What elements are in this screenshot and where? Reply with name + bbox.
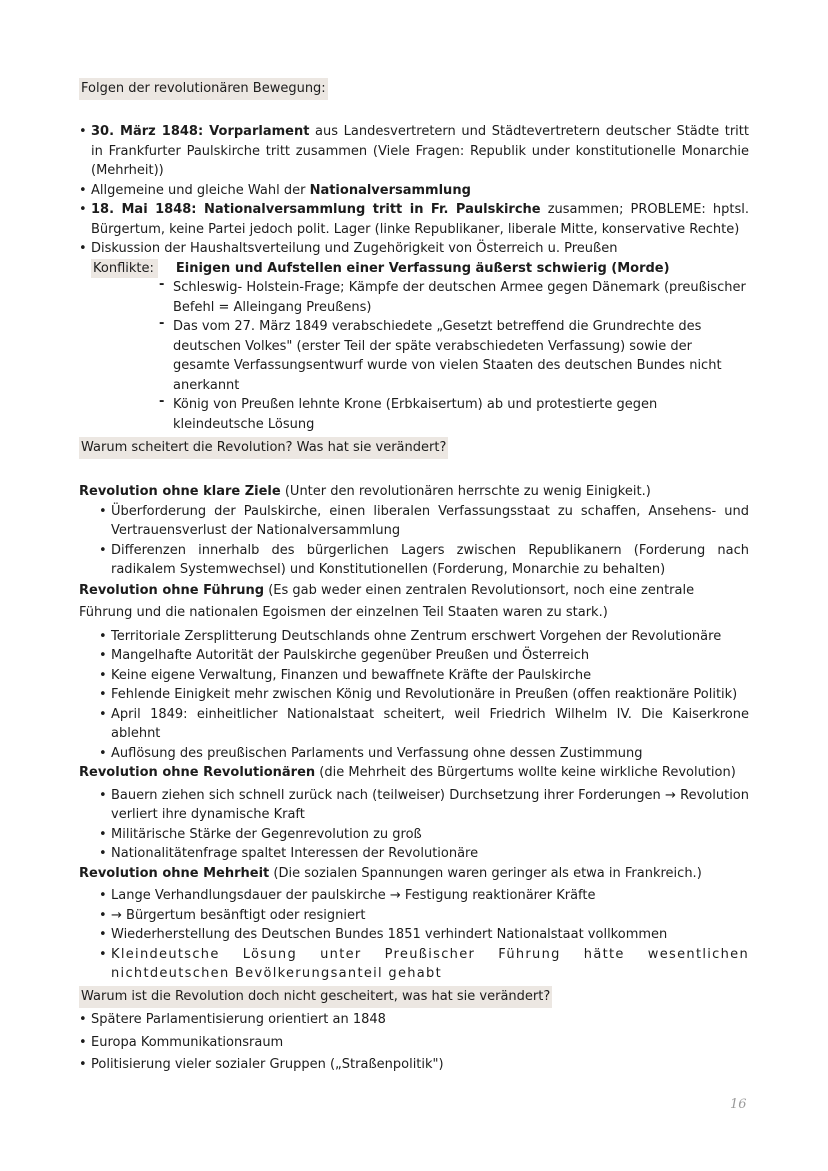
list-item: • Militärische Stärke der Gegenrevolution zu groß [79, 825, 749, 845]
group-title-text: (Die sozialen Spannungen waren geringer als etwa in Frankreich.) [269, 865, 702, 881]
konflikte-row [79, 259, 749, 279]
list-item: • Europa Kommunikationsraum [79, 1033, 749, 1053]
list-item: • Kleindeutsche Lösung unter Preußischer Führung hätte wesentlichen nichtdeutschen Bevölkerungsanteil gehabt [79, 945, 749, 984]
item-text: aus Landesvertretern und Städtevertretern deutscher Städte tritt in Frankfurter Paulskirche tritt zusammen (Viele Fragen: Republik under konstitutionelle Monarchie (Mehrheit)) [91, 124, 749, 178]
item-text: Diskussion der Haushaltsverteilung und Zugehörigkeit von Österreich u. Preußen [91, 241, 618, 256]
list-item: • Wiederherstellung des Deutschen Bundes 1851 verhindert Nationalstaat vollkommen [79, 925, 749, 945]
section-warum-scheitert [79, 437, 749, 459]
bullet-list [79, 1010, 749, 1075]
page-number: 16 [730, 1097, 747, 1112]
list-item: • Territoriale Zersplitterung Deutschlands ohne Zentrum erschwert Vorgehen der Revolutionäre [79, 627, 749, 647]
group-title [79, 763, 749, 783]
list-item: • Differenzen innerhalb des bürgerlichen Lagers zwischen Republikanern (Forderung nach radikalem Systemwechsel) und Konstitutionellen (Forderung, Monarchie zu behalten) [79, 541, 749, 580]
list-item: • Auflösung des preußischen Parlaments und Verfassung ohne dessen Zustimmung [79, 744, 749, 764]
list-item: • Keine eigene Verwaltung, Finanzen und bewaffnete Kräfte der Paulskirche [79, 666, 749, 686]
item-bold-text: Nationalversammlung [309, 182, 471, 198]
list-item: • April 1849: einheitlicher Nationalstaat scheitert, weil Friedrich Wilhelm IV. Die Kaiserkrone ablehnt [79, 705, 749, 744]
group-title [79, 864, 749, 884]
item-text: Allgemeine und gleiche Wahl der [91, 182, 310, 198]
list-item: • Bauern ziehen sich schnell zurück nach (teilweiser) Durchsetzung ihrer Forderungen → Revolution verliert ihre dynamische Kraft [79, 786, 749, 825]
group-title-bold: Revolution ohne Revolutionären [79, 765, 316, 780]
konflikte-label: Konflikte: [91, 259, 158, 279]
bullet-list [79, 502, 749, 580]
list-item: • Überforderung der Paulskirche, einen liberalen Verfassungsstaat zu schaffen, Ansehens- und Vertrauensverlust der Nationalversammlung [79, 502, 749, 541]
list-item: • Spätere Parlamentisierung orientiert an 1848 [79, 1010, 749, 1030]
list-item: - Schleswig- Holstein-Frage; Kämpfe der deutschen Armee gegen Dänemark (preußischer Befehl = Alleingang Preußens) [79, 278, 749, 317]
group-title-bold: Revolution ohne klare Ziele [79, 484, 281, 499]
list-item: • Politisierung vieler sozialer Gruppen („Straßenpolitik") [79, 1055, 749, 1075]
group-title-text: (Unter den revolutionären herrschte zu wenig Einigkeit.) [280, 484, 651, 499]
item-bold-text: 30. März 1848: Vorparlament [91, 124, 310, 139]
konflikte-list [79, 278, 749, 434]
section-heading: Folgen der revolutionären Bewegung: [79, 78, 328, 100]
list-item: • Fehlende Einigkeit mehr zwischen König und Revolutionäre in Preußen (offen reaktionäre Politik) [79, 685, 749, 705]
list-item: • Nationalitätenfrage spaltet Interessen der Revolutionäre [79, 844, 749, 864]
group-title [79, 580, 749, 624]
section-nicht-gescheitert-body [79, 1010, 749, 1078]
section-heading: Warum ist die Revolution doch nicht gescheitert, was hat sie verändert? [79, 986, 552, 1008]
bullet-list [79, 886, 749, 984]
section-nicht-gescheitert [79, 986, 749, 1008]
list-item: • Lange Verhandlungsdauer der paulskirche → Festigung reaktionärer Kräfte [79, 886, 749, 906]
group-title-text: (Es gab weder einen zentralen Revolutionsort, noch eine zentrale Führung und die nationalen Egoismen der einzelnen Teil Staaten waren zu stark.) [79, 582, 695, 620]
bullet-list [79, 786, 749, 864]
section-heading: Warum scheitert die Revolution? Was hat sie verändert? [79, 437, 448, 459]
group-title [79, 482, 749, 502]
bullet-list [79, 627, 749, 764]
group-title-bold: Revolution ohne Mehrheit [79, 865, 270, 881]
list-item: • Mangelhafte Autorität der Paulskirche gegenüber Preußen und Österreich [79, 646, 749, 666]
list-item [79, 181, 749, 201]
list-item [79, 200, 749, 239]
list-item: - König von Preußen lehnte Krone (Erbkaisertum) ab und protestierte gegen kleindeutsche Lösung [79, 395, 749, 434]
item-bold-text: 18. Mai 1848: Nationalversammlung tritt in Fr. Paulskirche [91, 202, 541, 217]
section-folgen-body [79, 122, 749, 434]
list-item [79, 239, 749, 259]
list-item: - Das vom 27. März 1849 verabschiedete „Gesetzt betreffend die Grundrechte des deutschen Volkes" (erster Teil der späte verabschiedeten Verfassung) sowie der gesamte Verfassungsentwurf wurde von vielen Staaten des deutschen Bundes nicht anerkannt [79, 317, 749, 395]
group-title-bold: Revolution ohne Führung [79, 582, 265, 598]
list-item [79, 122, 749, 181]
group-title-text: (die Mehrheit des Bürgertums wollte keine wirkliche Revolution) [315, 765, 736, 780]
section-warum-scheitert-body [79, 482, 749, 984]
list-item: • → Bürgertum besänftigt oder resigniert [79, 906, 749, 926]
item-text: zusammen; PROBLEME: hptsl. Bürgertum, keine Partei jedoch polit. Lager (linke Republikaner, liberale Mitte, konservative Rechte) [91, 202, 749, 237]
section-folgen [79, 78, 749, 100]
bullet-list [79, 122, 749, 259]
konflikte-title: Einigen und Aufstellen einer Verfassung äußerst schwierig (Morde) [175, 260, 670, 276]
